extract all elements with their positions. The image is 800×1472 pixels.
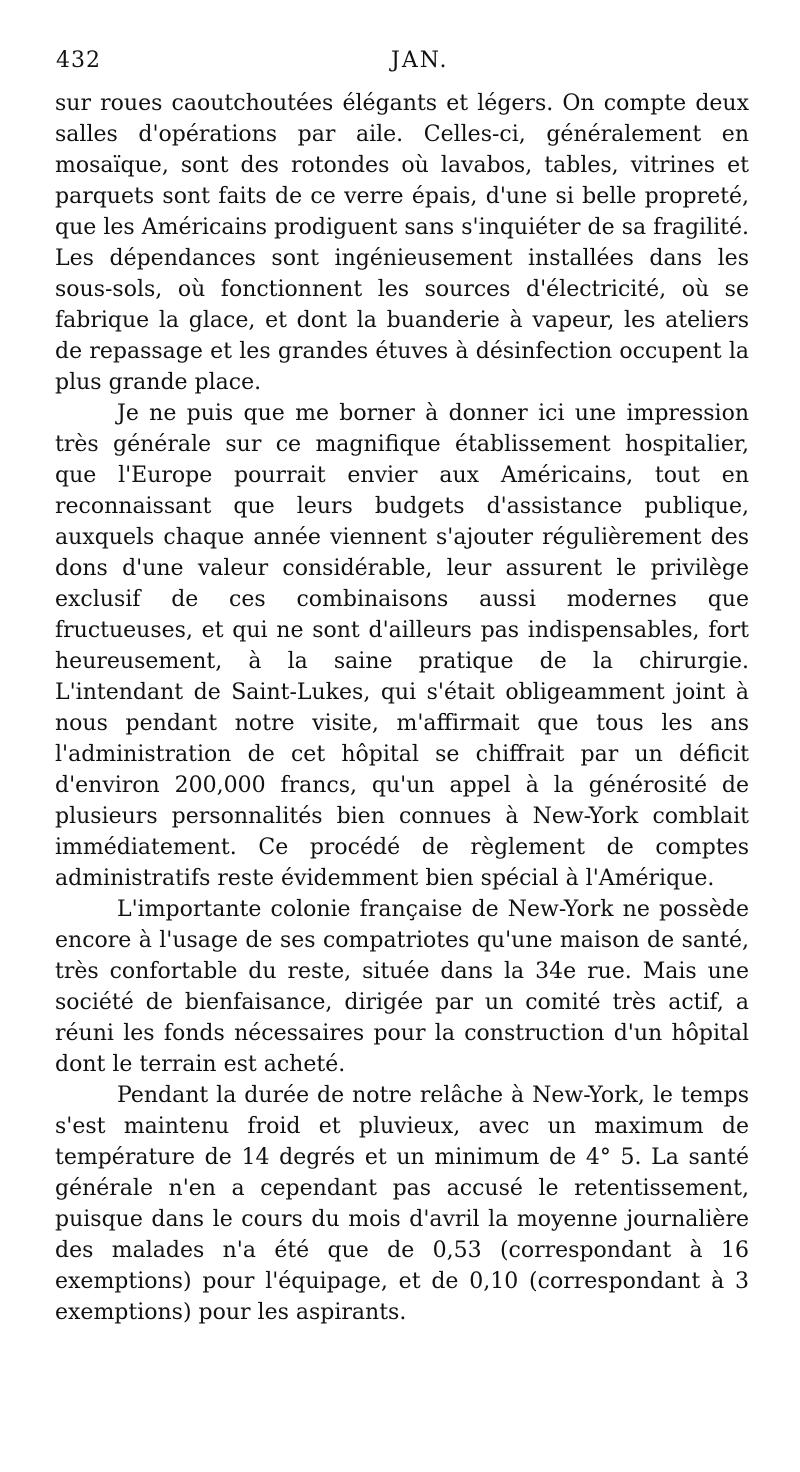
running-head: JAN. bbox=[391, 48, 449, 73]
body-text bbox=[55, 88, 749, 1328]
paragraph-continuation: sur roues caoutchoutées élégants et légers. On compte deux salles d'opérations par aile. Celles-ci, généralement en mosaïque, sont des rotondes où lavabos, tables, vitrines et parquets sont faits de ce verre épais, d'une si belle propreté, que les Américains prodiguent sans s'inquiéter de sa fragilité. Les dépendances sont ingénieusement installées dans les sous-sols, où fonctionnent les sources d'électricité, où se fabrique la glace, et dont la buanderie à vapeur, les ateliers de repassage et les grandes étuves à désinfection occupent la plus grande place. bbox=[55, 91, 749, 395]
paragraph-french-colony: L'importante colonie française de New-York ne possède encore à l'usage de ses compatriotes qu'une maison de santé, très confortable du reste, située dans la 34e rue. Mais une société de bienfaisance, dirigée par un comité très actif, a réuni les fonds nécessaires pour la construction d'un hôpital dont le terrain est acheté. bbox=[55, 897, 749, 1077]
paragraph-hospital-description: Je ne puis que me borner à donner ici une impression très générale sur ce magnifique établissement hospitalier, que l'Europe pourrait envier aux Américains, tout en reconnaissant que leurs budgets d'assistance publique, auxquels chaque année viennent s'ajouter régulièrement des dons d'une valeur considérable, leur assurent le privilège exclusif de ces combinaisons aussi modernes que fructueuses, et qui ne sont d'ailleurs pas indispensables, fort heureusement, à la saine pratique de la chirurgie. L'intendant de Saint-Lukes, qui s'était obligeamment joint à nous pendant notre visite, m'affirmait que tous les ans l'administration de cet hôpital se chiffrait par un déficit d'environ 200,000 francs, qu'un appel à la générosité de plusieurs personnalités bien connues à New-York comblait immédiatement. Ce procédé de règlement de comptes administratifs reste évidemment bien spécial à l'Amérique. bbox=[55, 401, 749, 891]
paragraph-weather-health: Pendant la durée de notre relâche à New-York, le temps s'est maintenu froid et pluvieux, avec un maximum de température de 14 degrés et un minimum de 4° 5. La santé générale n'en a cependant pas accusé le retentissement, puisque dans le cours du mois d'avril la moyenne journalière des malades n'a été que de 0,53 (correspondant à 16 exemptions) pour l'équipage, et de 0,10 (correspondant à 3 exemptions) pour les aspirants. bbox=[55, 1083, 749, 1325]
page-header bbox=[56, 48, 746, 82]
page-number: 432 bbox=[56, 48, 101, 73]
